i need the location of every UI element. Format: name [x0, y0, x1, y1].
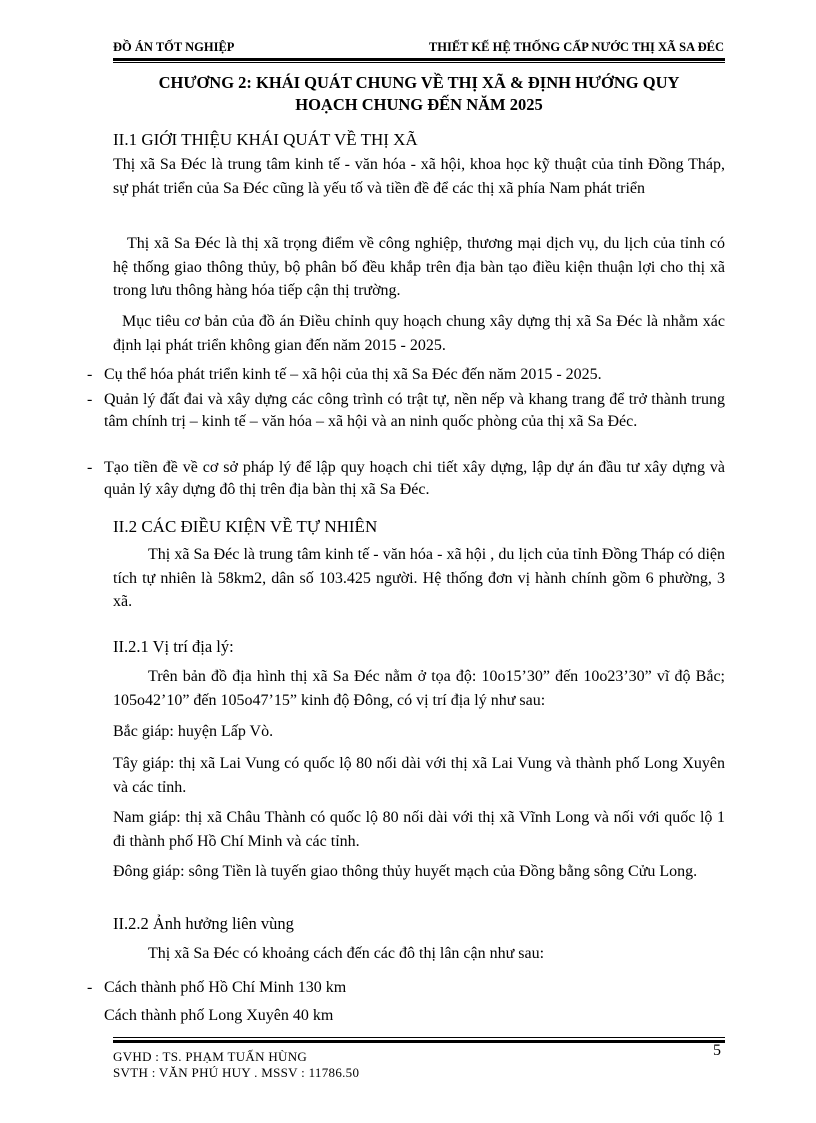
paragraph: Thị xã Sa Đéc là thị xã trọng điểm về công nghiệp, thương mại dịch vụ, du lịch của tỉnh có hệ thống giao thông thủy, bộ phân bố đều khắp trên địa bàn tạo điều kiện thuận lợi cho thị xã trong lưu thông hàng hóa tiếp cận thị trường.: [113, 235, 725, 299]
section-heading-ii2: II.2 CÁC ĐIỀU KIỆN VỀ TỰ NHIÊN: [113, 517, 378, 536]
paragraph: Bắc giáp: huyện Lấp Vò.: [113, 723, 274, 740]
footer-gvhd: GVHD : TS. PHẠM TUẤN HÙNG: [113, 1049, 308, 1064]
footer-rule: [113, 1040, 725, 1043]
paragraph: Nam giáp: thị xã Châu Thành có quốc lộ 80 nối dài với thị xã Vĩnh Long và nối với quốc lộ 1 đi thành phố Hồ Chí Minh và các tỉnh.: [113, 809, 725, 850]
footer-rule-thin: [113, 1037, 725, 1038]
paragraph: Tây giáp: thị xã Lai Vung có quốc lộ 80 nối dài với thị xã Lai Vung và thành phố Long Xuyên và các tỉnh.: [113, 755, 725, 796]
bullet-text: Tạo tiền đề về cơ sở pháp lý để lập quy hoạch chi tiết xây dựng, lập dự án đầu tư xây dựng và quản lý xây dựng đô thị trên địa bàn thị xã Sa Đéc.: [104, 459, 725, 498]
chapter-title-line1: CHƯƠNG 2: KHÁI QUÁT CHUNG VỀ THỊ XÃ & ĐỊNH HƯỚNG QUY: [158, 73, 680, 92]
paragraph: Cách thành phố Long Xuyên 40 km: [104, 1007, 334, 1024]
paragraph: Mục tiêu cơ bản của đồ án Điều chỉnh quy hoạch chung xây dựng thị xã Sa Đéc là nhằm xác định lại phát triển không gian đến năm 2015 - 2025.: [113, 313, 725, 354]
bullet-item: - Cụ thể hóa phát triển kinh tế – xã hội của thị xã Sa Đéc đến năm 2015 - 2025.: [87, 364, 725, 386]
header-rule: [113, 58, 725, 61]
bullet-text: Cụ thể hóa phát triển kinh tế – xã hội của thị xã Sa Đéc đến năm 2015 - 2025.: [104, 366, 602, 383]
header-left: ĐỒ ÁN TỐT NGHIỆP: [113, 40, 235, 54]
footer-svth: SVTH : VĂN PHÚ HUY . MSSV : 11786.50: [113, 1065, 360, 1080]
header-right: THIẾT KẾ HỆ THỐNG CẤP NƯỚC THỊ XÃ SA ĐÉC: [428, 40, 724, 54]
paragraph: Đông giáp: sông Tiền là tuyến giao thông thủy huyết mạch của Đồng bằng sông Cửu Long.: [113, 863, 698, 880]
chapter-title-line2: HOẠCH CHUNG ĐẾN NĂM 2025: [295, 95, 543, 114]
bullet-item: - Tạo tiền đề về cơ sở pháp lý để lập quy hoạch chi tiết xây dựng, lập dự án đầu tư xây dựng và quản lý xây dựng đô thị trên địa bàn thị xã Sa Đéc.: [87, 457, 725, 501]
bullet-text: Quản lý đất đai và xây dựng các công trình có trật tự, nền nếp và khang trang để trở thành trung tâm chính trị – kinh tế – văn hóa – xã hội và an ninh quốc phòng của thị xã Sa Đéc.: [104, 391, 725, 430]
bullet-item: - Quản lý đất đai và xây dựng các công trình có trật tự, nền nếp và khang trang để trở thành trung tâm chính trị – kinh tế – văn hóa – xã hội và an ninh quốc phòng của thị xã Sa Đéc.: [87, 389, 725, 433]
section-heading-ii22: II.2.2 Ảnh hưởng liên vùng: [113, 914, 294, 933]
section-heading-ii1: II.1 GIỚI THIỆU KHÁI QUÁT VỀ THỊ XÃ: [113, 130, 418, 149]
page-number: 5: [713, 1042, 721, 1059]
bullet-text: Cách thành phố Hồ Chí Minh 130 km: [104, 979, 347, 996]
bullet-item: - Cách thành phố Hồ Chí Minh 130 km: [87, 977, 725, 999]
paragraph: Thị xã Sa Đéc có khoảng cách đến các đô thị lân cận như sau:: [148, 945, 545, 962]
header-rule-thin: [113, 62, 725, 63]
section-heading-ii21: II.2.1 Vị trí địa lý:: [113, 637, 234, 656]
paragraph: Thị xã Sa Đéc là trung tâm kinh tế - văn hóa - xã hội , du lịch của tỉnh Đồng Tháp có diện tích tự nhiên là 58km2, dân số 103.425 người. Hệ thống đơn vị hành chính gồm 6 phường, 3 xã.: [113, 546, 725, 610]
paragraph: Thị xã Sa Đéc là trung tâm kinh tế - văn hóa - xã hội, khoa học kỹ thuật của tỉnh Đồng Tháp, sự phát triển của Sa Đéc cũng là yếu tố và tiền đề để các thị xã phía Nam phát triển: [113, 156, 725, 197]
paragraph: Trên bản đồ địa hình thị xã Sa Đéc nằm ở tọa độ: 10o15’30” đến 10o23’30” vĩ độ Bắc; 105o42’10” đến 105o47’15” kinh độ Đông, có vị trí địa lý như sau:: [113, 668, 725, 709]
